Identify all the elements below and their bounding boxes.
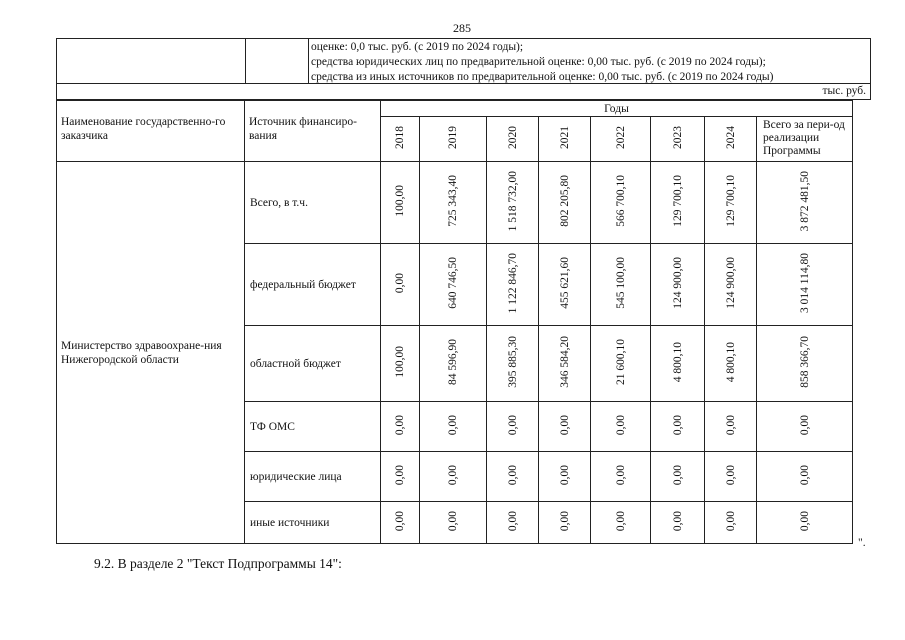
value-cell: 0,00 (381, 244, 420, 326)
source-cell: иные источники (245, 502, 381, 544)
value-cell: 129 700,10 (651, 162, 705, 244)
total-cell: 3 872 481,50 (757, 162, 853, 244)
value-cell: 0,00 (591, 402, 651, 452)
value-cell: 0,00 (539, 452, 591, 502)
value-cell: 0,00 (651, 452, 705, 502)
continuation-line: средства из иных источников по предварительной оценке: 0,00 тыс. руб. (с 2019 по 2024 годы) (311, 71, 774, 83)
value-cell: 0,00 (487, 452, 539, 502)
value-cell: 0,00 (705, 452, 757, 502)
continuation-row (56, 38, 871, 84)
value-cell: 0,00 (539, 502, 591, 544)
value-cell: 129 700,10 (705, 162, 757, 244)
value-cell: 0,00 (420, 502, 487, 544)
continuation-text (311, 40, 773, 85)
continuation-line: средства юридических лиц по предварительной оценке: 0,00 тыс. руб. (с 2019 по 2024 годы); (311, 56, 766, 68)
value-cell: 0,00 (420, 402, 487, 452)
value-cell: 0,00 (381, 502, 420, 544)
value-cell: 455 621,60 (539, 244, 591, 326)
year-header: 2022 (591, 117, 651, 162)
paragraph-text: 9.2. В разделе 2 "Текст Подпрограммы 14": (94, 556, 342, 571)
table-row (57, 162, 853, 244)
unit-row (56, 84, 871, 100)
total-cell: 0,00 (757, 502, 853, 544)
value-cell: 84 596,90 (420, 326, 487, 402)
value-cell: 0,00 (539, 402, 591, 452)
value-cell: 100,00 (381, 162, 420, 244)
value-cell: 124 900,00 (705, 244, 757, 326)
value-cell: 0,00 (381, 452, 420, 502)
value-cell: 4 800,10 (651, 326, 705, 402)
value-cell: 0,00 (487, 402, 539, 452)
value-cell: 0,00 (420, 452, 487, 502)
source-cell: юридические лица (245, 452, 381, 502)
header-source: Источник финансиро-вания (245, 101, 381, 162)
source-cell: ТФ ОМС (245, 402, 381, 452)
value-cell: 0,00 (705, 402, 757, 452)
value-cell: 395 885,30 (487, 326, 539, 402)
value-cell: 725 343,40 (420, 162, 487, 244)
total-cell: 0,00 (757, 402, 853, 452)
value-cell: 802 205,80 (539, 162, 591, 244)
value-cell: 566 700,10 (591, 162, 651, 244)
customer-cell: Министерство здравоохране-ния Нижегородской области (57, 162, 245, 544)
source-cell: Всего, в т.ч. (245, 162, 381, 244)
value-cell: 545 100,00 (591, 244, 651, 326)
closing-quote: ". (858, 537, 866, 549)
value-cell: 0,00 (591, 452, 651, 502)
source-cell: федеральный бюджет (245, 244, 381, 326)
value-cell: 21 600,10 (591, 326, 651, 402)
continuation-line: оценке: 0,0 тыс. руб. (с 2019 по 2024 годы); (311, 41, 524, 53)
total-cell: 3 014 114,80 (757, 244, 853, 326)
value-cell: 0,00 (487, 502, 539, 544)
page-number: 285 (453, 21, 471, 35)
source-cell: областной бюджет (245, 326, 381, 402)
header-customer: Наименование государственно-го заказчика (57, 101, 245, 162)
value-cell: 100,00 (381, 326, 420, 402)
value-cell: 4 800,10 (705, 326, 757, 402)
header-total: Всего за пери-од реализации Программы (757, 117, 853, 162)
year-header: 2021 (539, 117, 591, 162)
value-cell: 346 584,20 (539, 326, 591, 402)
continuation-cell-empty (57, 39, 246, 83)
value-cell: 0,00 (651, 402, 705, 452)
value-cell: 124 900,00 (651, 244, 705, 326)
value-cell: 1 518 732,00 (487, 162, 539, 244)
value-cell: 1 122 846,70 (487, 244, 539, 326)
value-cell: 640 746,50 (420, 244, 487, 326)
value-cell: 0,00 (705, 502, 757, 544)
total-cell: 858 366,70 (757, 326, 853, 402)
year-header: 2018 (381, 117, 420, 162)
value-cell: 0,00 (651, 502, 705, 544)
year-header: 2023 (651, 117, 705, 162)
value-cell: 0,00 (591, 502, 651, 544)
year-header: 2024 (705, 117, 757, 162)
year-header: 2019 (420, 117, 487, 162)
unit-label: тыс. руб. (822, 85, 866, 97)
year-header: 2020 (487, 117, 539, 162)
total-cell: 0,00 (757, 452, 853, 502)
header-years: Годы (381, 101, 853, 117)
continuation-cell-empty (245, 39, 309, 83)
value-cell: 0,00 (381, 402, 420, 452)
financing-table (56, 100, 853, 544)
